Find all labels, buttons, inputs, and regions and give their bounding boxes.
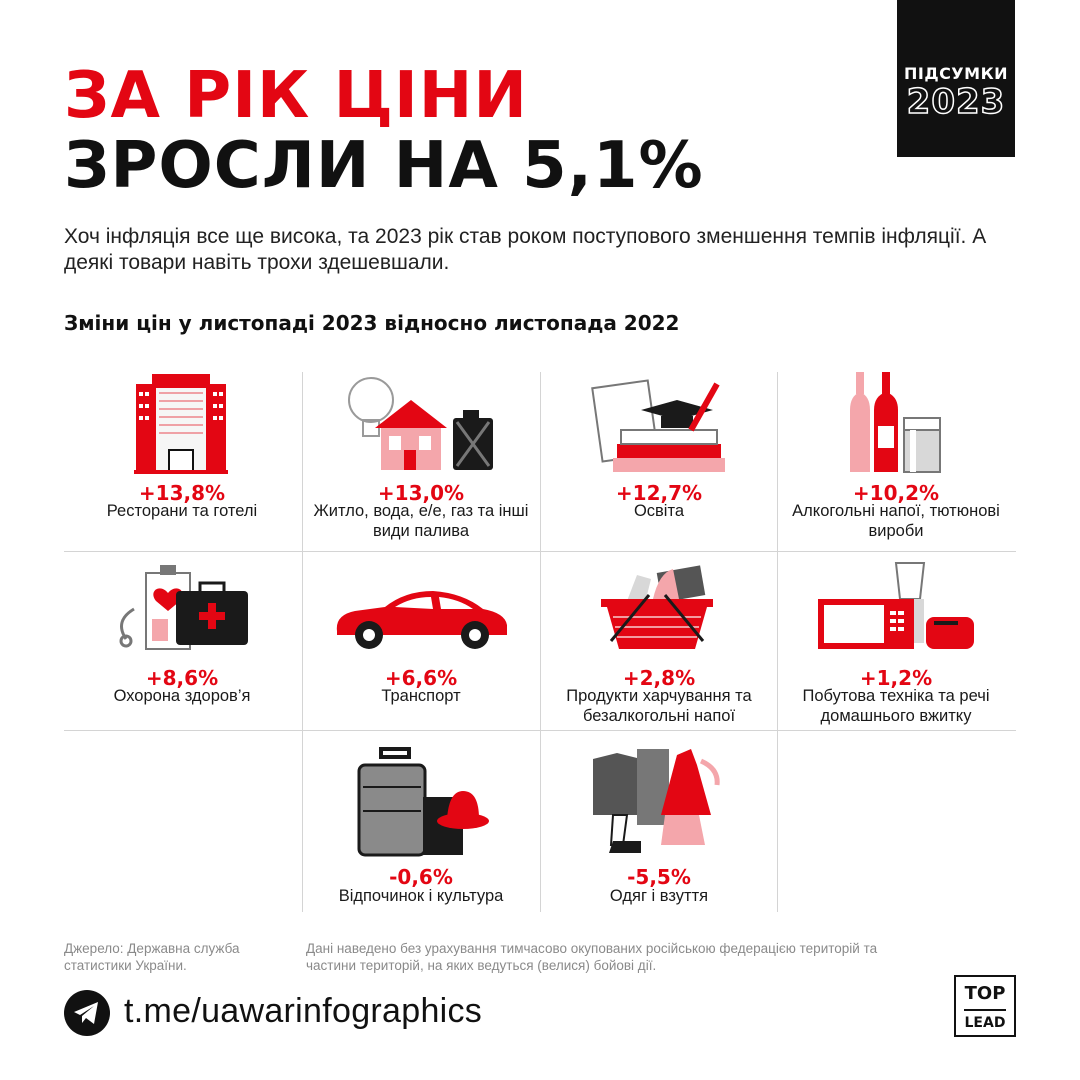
logo-line-1: TOP — [964, 983, 1006, 1004]
suitcase-hat-icon — [303, 745, 539, 865]
badge-label: ПІДСУМКИ — [903, 64, 1009, 83]
value-label: +6,6% — [384, 666, 458, 690]
telegram-link[interactable]: t.me/uawarinfographics — [124, 992, 483, 1030]
education-books-icon — [541, 370, 777, 480]
medical-kit-icon — [64, 555, 300, 665]
value-label: +8,6% — [145, 666, 219, 690]
year-badge — [897, 0, 1015, 157]
category-label: Відпочинок і культура — [338, 887, 504, 905]
title-line-1: ЗА РІК ЦІНИ — [64, 59, 528, 133]
category-label: Одяг і взуття — [609, 887, 709, 905]
value-label: +10,2% — [852, 481, 940, 505]
logo-divider — [964, 1009, 1006, 1011]
chart-subtitle: Зміни цін у листопаді 2023 відносно листопада 2022 — [64, 311, 680, 335]
clothes-icon — [541, 745, 777, 865]
category-label: Освіта — [633, 502, 685, 520]
category-label: Ресторани та готелі — [106, 502, 258, 520]
house-utilities-icon — [303, 370, 539, 480]
grocery-basket-icon — [541, 555, 777, 665]
title-line-2: ЗРОСЛИ НА 5,1% — [64, 129, 704, 203]
value-label: +2,8% — [622, 666, 696, 690]
source-note: Джерело: Державна служба статистики України. — [64, 941, 240, 973]
value-label: +13,8% — [138, 481, 226, 505]
telegram-icon[interactable] — [64, 990, 110, 1036]
home-appliances-icon — [778, 555, 1014, 665]
badge-year: 2023 — [906, 82, 1006, 122]
grid-line — [64, 730, 1016, 731]
category-label: Побутова техніка та речі домашнього вжитку — [802, 687, 990, 725]
value-label: +12,7% — [615, 481, 703, 505]
intro-text: Хоч інфляція все ще висока, та 2023 рік став роком поступового зменшення темпів інфляції. А деякі товари навіть трохи здешевшали. — [64, 225, 987, 274]
grid-line — [64, 551, 1016, 552]
category-label: Транспорт — [381, 687, 461, 705]
disclaimer-note: Дані наведено без урахування тимчасово окупованих російською федерацією територій та частини територій, на яких ведуться (велися) бойові дії. — [306, 941, 878, 973]
value-label: -0,6% — [389, 865, 453, 889]
bottles-cigarettes-icon — [778, 370, 1014, 480]
category-label: Охорона здоров’я — [113, 687, 251, 705]
category-label: Алкогольні напої, тютюнові вироби — [792, 502, 1000, 540]
value-label: +1,2% — [859, 666, 933, 690]
hotel-icon — [64, 370, 300, 480]
car-icon — [303, 555, 539, 665]
category-label: Продукти харчування та безалкогольні напої — [566, 687, 752, 725]
value-label: -5,5% — [627, 865, 691, 889]
logo-line-2: LEAD — [964, 1015, 1006, 1031]
category-label: Житло, вода, е/е, газ та інші види палива — [313, 502, 529, 540]
value-label: +13,0% — [377, 481, 465, 505]
brand-logo — [954, 975, 1016, 1037]
